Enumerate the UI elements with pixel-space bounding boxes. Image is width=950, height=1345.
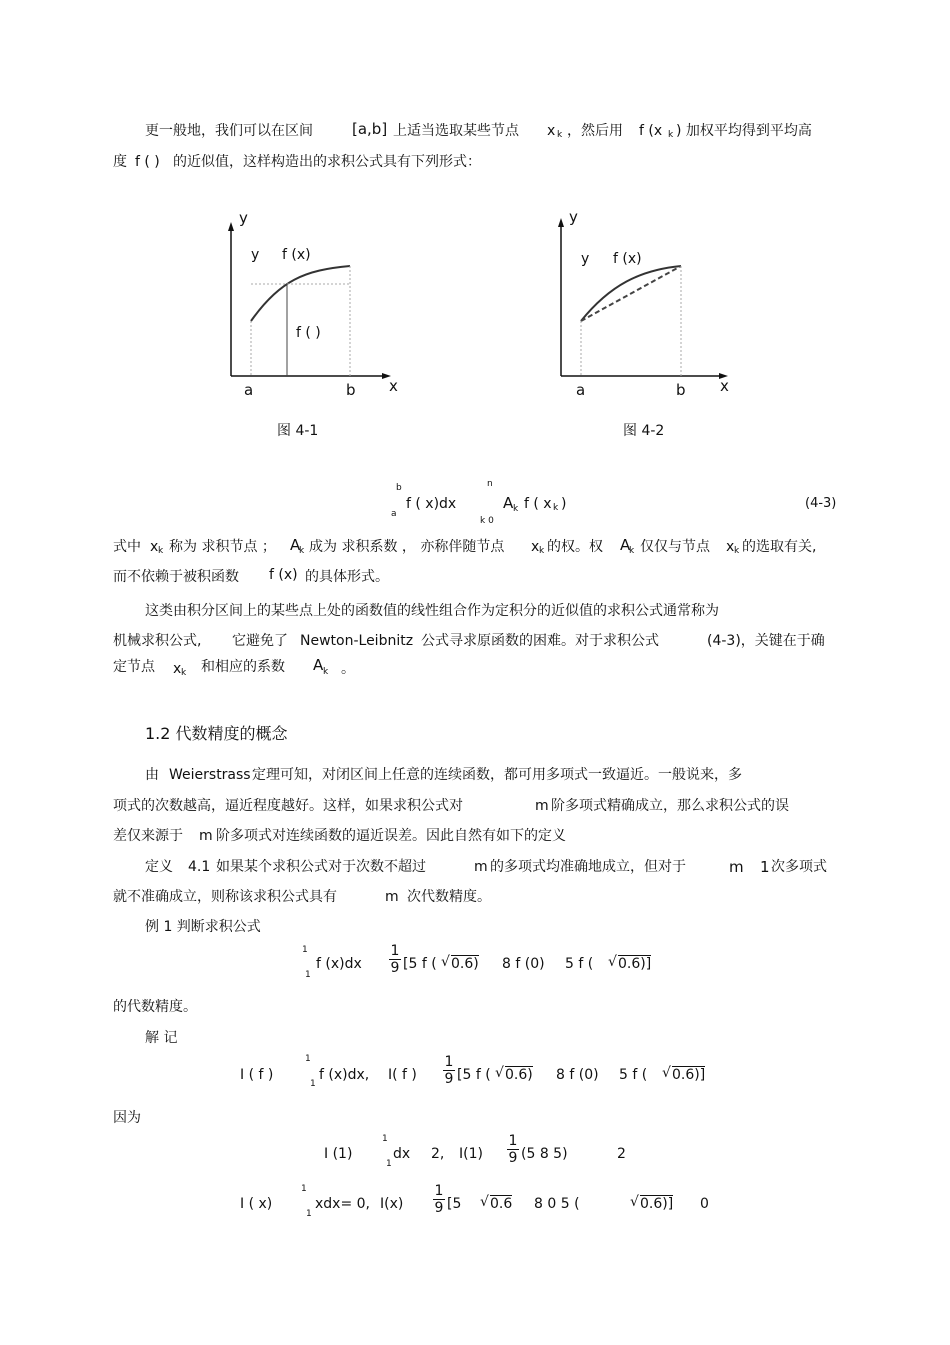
value: 2, [431,1146,445,1162]
radicand: 0.6 [490,1196,513,1212]
figure-4-1 [220,200,420,405]
b-label: b [346,381,356,399]
caption-4-2: 图 4-2 [623,423,665,439]
text: Newton-Leibnitz [300,633,414,649]
text: 次多项式 [771,859,827,875]
text: 定义 [145,859,173,875]
x-label: x [389,377,398,395]
subscript: k [323,667,329,677]
coef-A: A [503,494,514,512]
curve-label-f: f (x) [282,247,311,263]
subscript: k [513,504,519,514]
subscript: k [553,503,559,513]
term: [5 f ( [403,956,437,972]
ihat: I(1) [459,1146,483,1162]
text: Weierstrass [169,767,251,783]
subscript: k [734,546,740,556]
text: 项式的次数越高，逼近程度越好。这样，如果求积公式对 [113,798,463,814]
ihat: I( f ) [388,1067,417,1083]
radicand: 0.6) [451,956,479,972]
text: 称为 求积节点 ； [169,539,276,555]
radicand: 0.6)] [640,1196,674,1212]
y-axis-arrow [558,218,564,227]
a-label: a [576,381,586,399]
text: 仅仅与节点 [640,539,710,555]
x-label: x [720,377,729,395]
term: [5 [447,1196,462,1212]
result: 2 [617,1146,626,1162]
integrand: f (x)dx, [319,1067,370,1083]
rhs: (5 8 5) [521,1146,568,1162]
var: m [729,858,744,876]
lower-limit: 1 [305,970,311,980]
y-axis-arrow [228,222,234,231]
var: m [385,889,399,905]
denominator: 9 [444,1071,454,1087]
func: f (x [639,123,663,139]
example-label: 例 1 判断求积公式 [145,919,261,935]
text: 阶多项式精确成立，那么求积公式的误 [551,798,789,814]
text: 如果某个求积公式对于次数不超过 [216,859,426,875]
solution-label: 解 记 [145,1030,178,1046]
var: A [290,536,301,554]
term: 5 f ( [619,1067,648,1083]
num: 1 [760,858,770,876]
text: 上适当选取某些节点 [393,123,519,139]
subscript: k [299,546,305,556]
upper-limit: b [396,483,402,493]
var: m [535,798,549,814]
denominator: 9 [434,1200,444,1216]
numerator: 1 [508,1133,518,1149]
var: A [620,536,631,554]
upper-limit: 1 [301,1184,307,1194]
denominator: 9 [390,960,400,976]
lower-limit: 1 [306,1209,312,1219]
var: x [150,539,159,555]
integrand: f ( x)dx [406,496,457,512]
term: 8 0 5 ( [534,1196,580,1212]
text: 的权。权 [547,539,603,555]
curve-label-f: f (x) [613,251,642,267]
sqrt-sign: √ [630,1194,639,1210]
numerator: 1 [390,943,400,959]
sqrt-sign: √ [662,1065,671,1081]
radicand: 0.6)] [672,1067,706,1083]
sqrt-sign: √ [441,954,450,970]
curve [251,266,350,321]
ihat: I(x) [380,1196,404,1212]
text: 的近似值，这样构造出的求积公式具有下列形式： [173,154,481,170]
text: 。 [341,661,355,677]
sum-upper: n [487,479,493,489]
rhs-func: f ( x [524,496,552,512]
fraction [443,1055,455,1086]
integrand: f (x)dx [316,956,362,972]
subscript: k [629,546,635,556]
text: ，然后用 [567,123,623,139]
result: 0 [700,1196,709,1212]
text: (4-3)，关键在于确 [707,633,825,649]
sqrt-sign: √ [495,1065,504,1081]
b-label: b [676,381,686,399]
text: 而不依赖于被积函数 [113,569,239,585]
upper-limit: 1 [305,1054,311,1064]
figure-4-2 [550,200,750,405]
subscript: k [181,668,187,678]
curve-label-y: y [581,251,590,267]
subscript: k [539,546,545,556]
section-heading: 1.2 代数精度的概念 [145,724,288,743]
fraction [507,1134,519,1165]
var: x [531,539,540,555]
var: m [474,859,488,875]
chord-line [581,266,681,321]
subscript: k [158,546,164,556]
lower-limit: 1 [386,1159,392,1169]
caption-4-1: 图 4-1 [277,423,319,439]
func: f (x) [269,567,298,583]
var: x [726,539,735,555]
text: 4.1 [188,859,211,875]
text: 由 [145,767,159,783]
text: 次代数精度。 [407,889,491,905]
text: ) 加权平均得到平均高 [676,123,812,139]
text: 就不准确成立，则称该求积公式具有 [113,889,337,905]
numerator: 1 [434,1183,444,1199]
sum-lower: k 0 [480,516,494,526]
denominator: 9 [508,1150,518,1166]
fraction [433,1184,445,1215]
text: 更一般地，我们可以在区间 [145,123,313,139]
sqrt-sign: √ [608,954,617,970]
mid-label: f ( ) [296,325,321,341]
text: 的具体形式。 [305,569,389,585]
subscript: k [668,130,674,140]
lhs: I (1) [324,1146,353,1162]
upper-limit: 1 [302,945,308,955]
text: 差仅来源于 [113,828,183,844]
term: [5 f ( [457,1067,491,1083]
equation-number: (4-3) [805,496,837,511]
numerator: 1 [444,1054,454,1070]
lhs: I ( x) [240,1196,273,1212]
text: 公式寻求原函数的困难。对于求积公式 [421,633,659,649]
node-x: x [547,123,556,139]
text: 机械求积公式, [113,633,202,649]
text: 它避免了 [232,633,288,649]
var: A [313,656,324,674]
text: 的多项式均准确地成立，但对于 [490,859,686,875]
fraction [389,944,401,975]
lower-limit: 1 [310,1079,316,1089]
var: x [173,661,182,677]
integrand: xdx= 0, [315,1196,370,1212]
subscript: k [557,130,563,140]
var: m [199,828,213,844]
integrand: dx [393,1146,411,1162]
text: 成为 求积系数 ， 亦称伴随节点 [309,539,505,555]
curve-label-y: y [251,247,260,263]
y-label: y [239,209,248,227]
term: 5 f ( [565,956,594,972]
term: 8 f (0) [502,956,545,972]
text: 度 [113,154,127,170]
lhs: I ( f ) [240,1067,274,1083]
text: 阶多项式对连续函数的逼近误差。因此自然有如下的定义 [216,828,566,844]
text: 定节点 [113,659,155,675]
term: 8 f (0) [556,1067,599,1083]
lower-limit: a [391,509,397,519]
upper-limit: 1 [382,1134,388,1144]
because-label: 因为 [113,1110,141,1126]
interval: [a,b] [352,120,388,138]
y-label: y [569,208,578,226]
radicand: 0.6) [505,1067,533,1083]
sqrt-sign: √ [480,1194,489,1210]
text: 和相应的系数 [201,659,285,675]
func: f ( ) [135,154,160,170]
text: 的选取有关, [742,539,817,555]
text: 的代数精度。 [113,999,197,1015]
text: 定理可知，对闭区间上任意的连续函数，都可用多项式一致逼近。一般说来，多 [252,767,742,783]
text: 式中 [113,539,141,555]
radicand: 0.6)] [618,956,652,972]
rhs-close: ) [561,496,567,512]
a-label: a [244,381,254,399]
text: 这类由积分区间上的某些点上处的函数值的线性组合作为定积分的近似值的求积公式通常称为 [145,603,719,619]
